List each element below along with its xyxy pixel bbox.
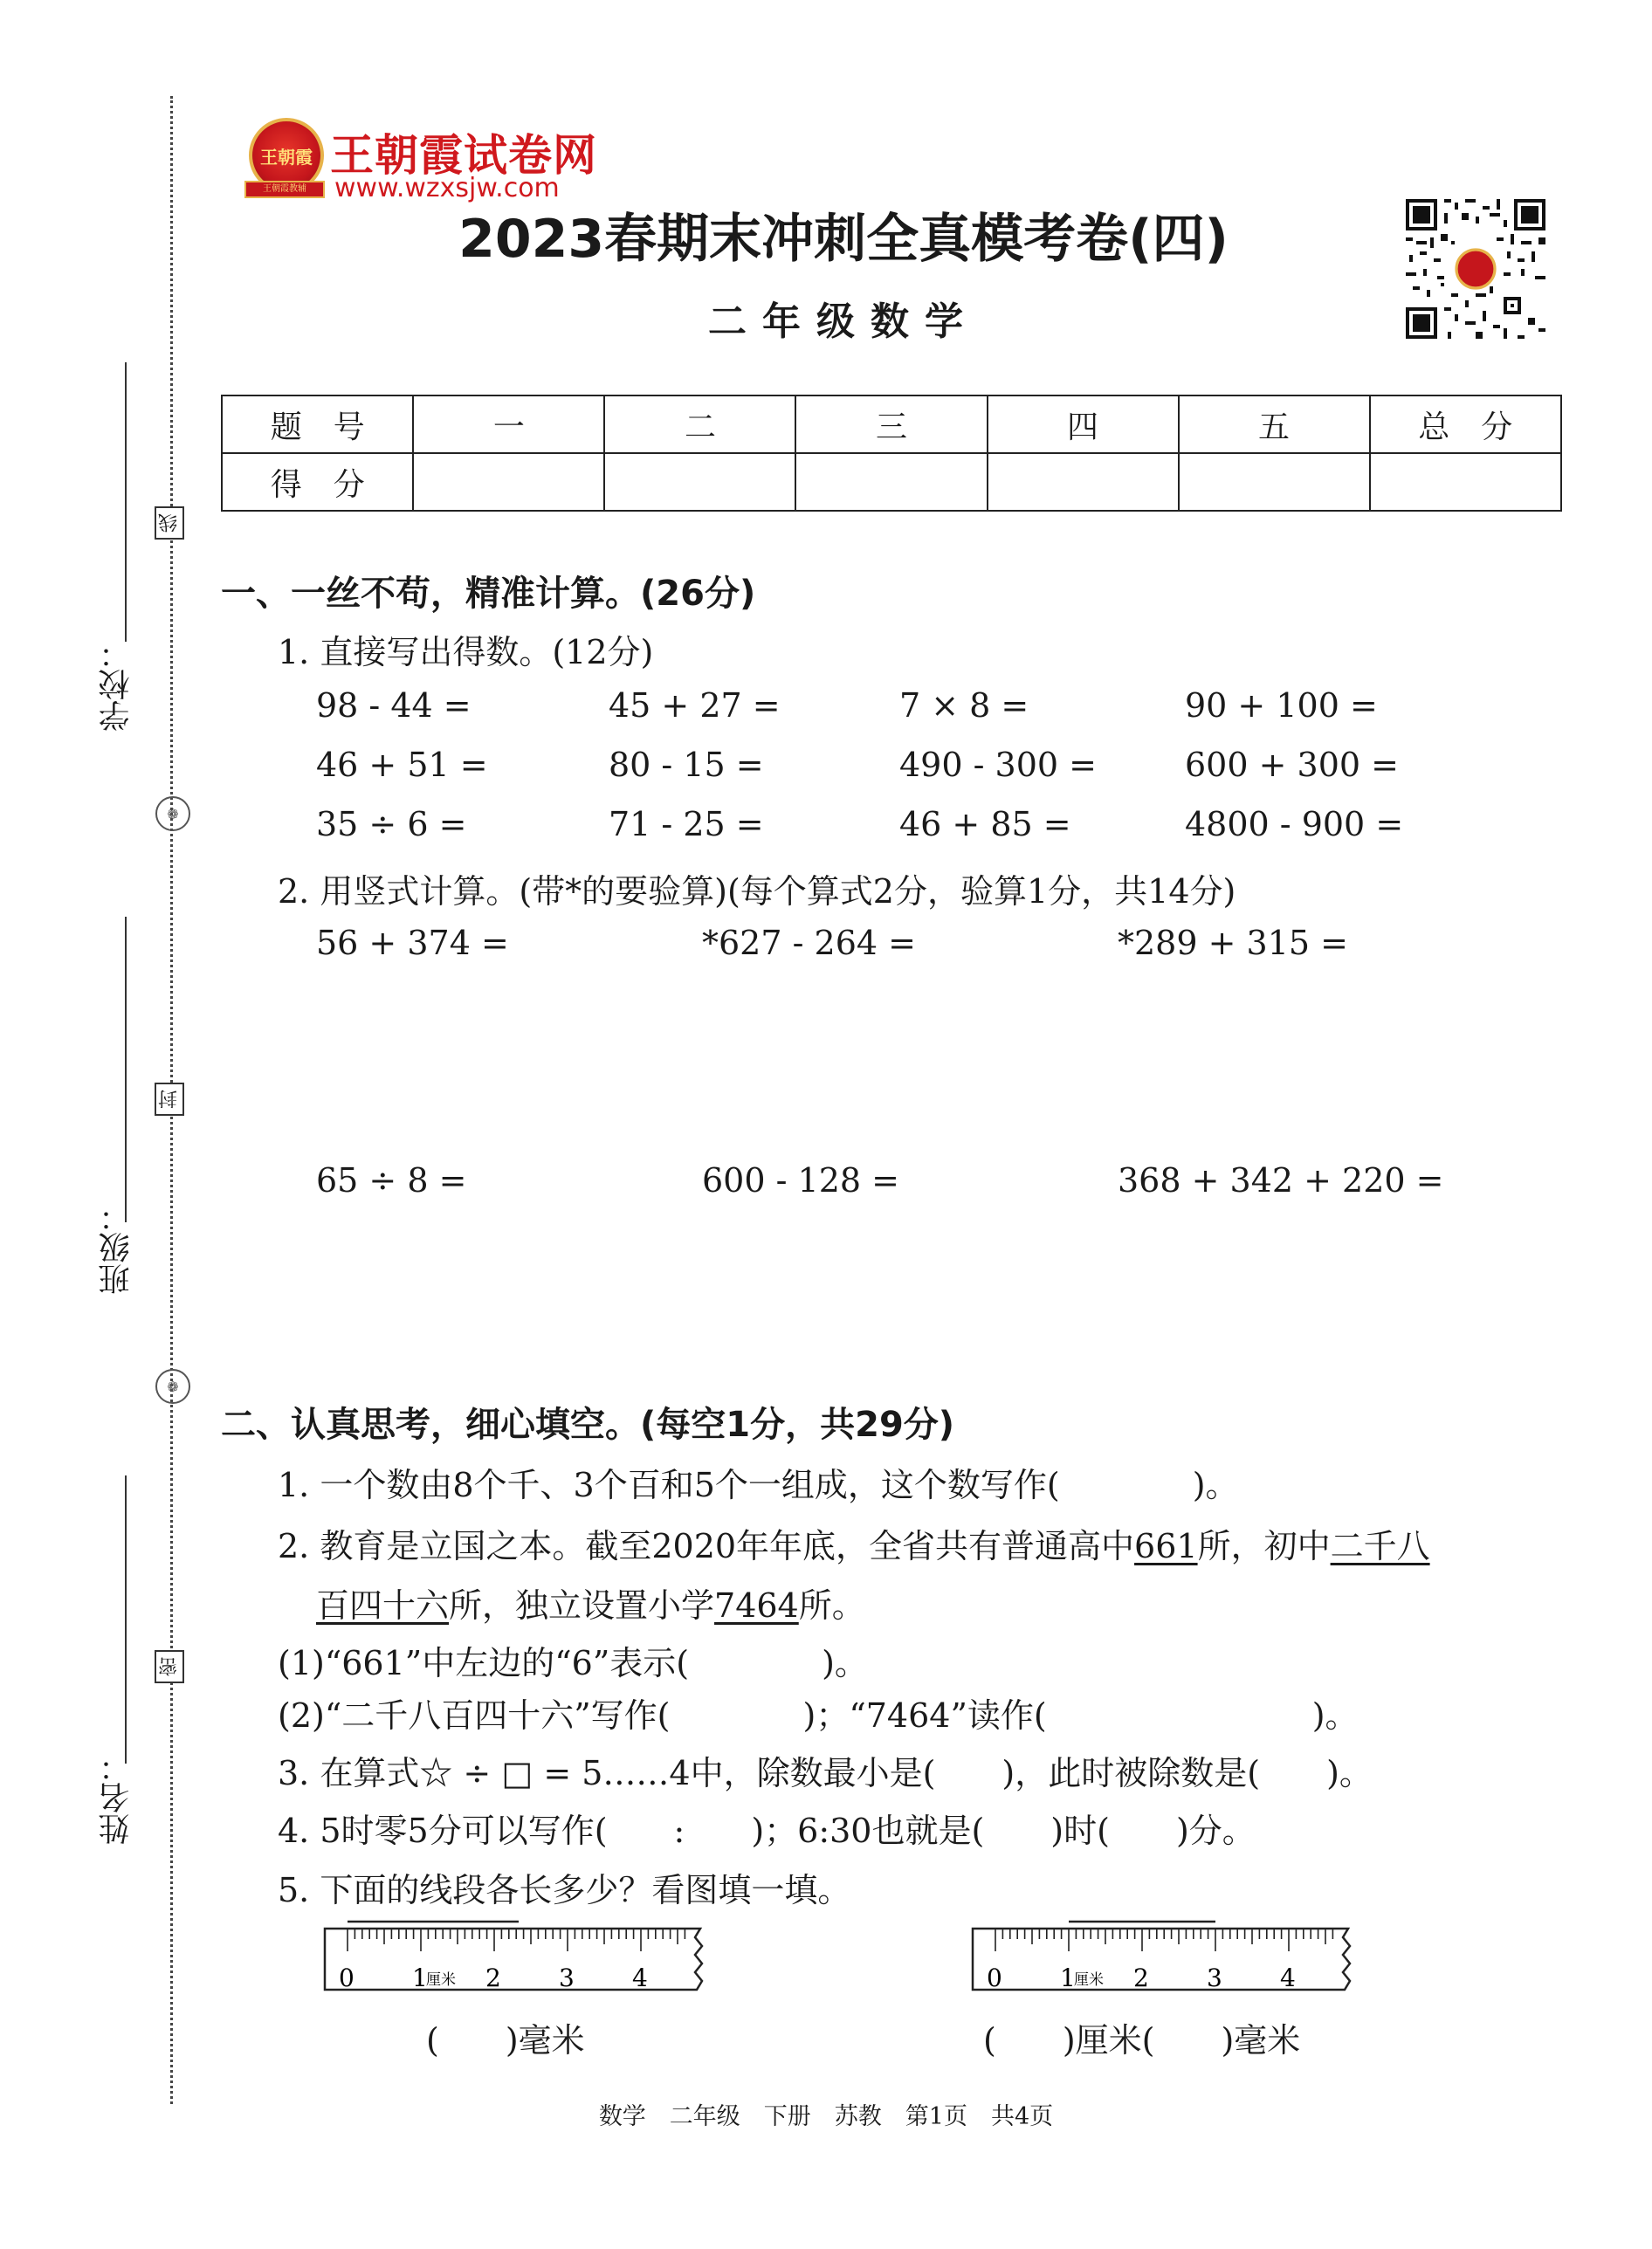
name-write-line — [125, 1475, 127, 1764]
section2-q5: 5. 下面的线段各长多少？看图填一填。 — [278, 1871, 851, 1909]
brand-name: 王朝霞试卷网 — [330, 130, 597, 181]
q2-text: 所，独立设置小学 — [449, 1586, 715, 1625]
ruler-unit: 厘米 — [426, 1971, 456, 1989]
oral-calc-item: 35 ÷ 6 = — [316, 805, 467, 843]
section2-q2-sub1: (1)“661”中左边的“6”表示( )。 — [278, 1644, 868, 1682]
ruler-unit: 厘米 — [1074, 1971, 1104, 1989]
score-table-cell: 总 分 — [1370, 395, 1561, 453]
ruler-number: 0 — [987, 1964, 1002, 1992]
score-entry-cell[interactable] — [795, 453, 987, 511]
score-entry-cell[interactable] — [1179, 453, 1370, 511]
ruler-number: 4 — [1280, 1964, 1296, 1992]
section2-title: 二、认真思考，细心填空。(每空1分，共29分) — [221, 1405, 955, 1445]
seal-line-box: 线 — [155, 506, 184, 540]
margin-logo-icon: ❁ — [155, 796, 190, 831]
section1-q1-title: 1. 直接写出得数。(12分) — [278, 633, 654, 671]
section2-q4: 4. 5时零5分可以写作( : )；6:30也就是( )时( )分。 — [278, 1812, 1256, 1850]
vertical-calc-item: 600 - 128 = — [702, 1161, 899, 1200]
ruler-number: 2 — [485, 1964, 501, 1992]
section2-q2-line2 — [316, 1578, 865, 1627]
oral-calc-item: 4800 - 900 = — [1185, 805, 1404, 843]
ruler2-answer: ( )厘米( )毫米 — [983, 2021, 1301, 2060]
oral-calc-item: 80 - 15 = — [609, 746, 764, 784]
section2-q1: 1. 一个数由8个千、3个百和5个一组成，这个数写作( )。 — [278, 1466, 1239, 1504]
ruler-number: 4 — [632, 1964, 648, 1992]
qr-code-icon — [1406, 199, 1545, 339]
section2-q3: 3. 在算式☆ ÷ □ = 5……4中，除数最小是( )，此时被除数是( )。 — [278, 1754, 1373, 1792]
score-table-cell: 二 — [604, 395, 795, 453]
page-footer: 数学 二年级 下册 苏教 第1页 共4页 — [598, 2103, 1054, 2130]
q2-underlined-number: 二千八 — [1330, 1527, 1430, 1565]
ruler-number: 0 — [339, 1964, 354, 1992]
section2-q2-sub2: (2)“二千八百四十六”写作( )；“7464”读作( )。 — [278, 1696, 1359, 1735]
ruler-number: 3 — [1207, 1964, 1222, 1992]
oral-calc-item: 600 + 300 = — [1185, 746, 1399, 784]
ruler-number: 3 — [559, 1964, 575, 1992]
vertical-calc-item: *627 - 264 = — [702, 924, 916, 962]
brand-url: www.wzxsjw.com — [334, 173, 560, 203]
vertical-calc-item: 65 ÷ 8 = — [316, 1161, 467, 1200]
oral-calc-item: 46 + 85 = — [899, 805, 1071, 843]
score-table-cell: 五 — [1179, 395, 1370, 453]
exam-subtitle: 二年级数学 — [708, 299, 979, 344]
q2-text: 所，初中 — [1197, 1527, 1331, 1565]
school-label: 学校： — [99, 637, 134, 732]
section2-q2-line1 — [278, 1519, 1430, 1567]
score-table-score-row — [222, 453, 1561, 511]
oral-calc-item: 71 - 25 = — [609, 805, 764, 843]
score-table-cell: 得 分 — [222, 453, 413, 511]
brand-ribbon: 王朝霞教辅 — [244, 181, 325, 198]
oral-calc-item: 90 + 100 = — [1185, 686, 1378, 725]
score-table — [221, 395, 1562, 512]
ruler-number: 2 — [1133, 1964, 1149, 1992]
seal-seal-box: 封 — [155, 1083, 184, 1116]
oral-calc-item: 98 - 44 = — [316, 686, 472, 725]
q2-underlined-number: 百四十六 — [316, 1586, 450, 1625]
section1-q2-title: 2. 用竖式计算。(带*的要验算)(每个算式2分，验算1分，共14分) — [278, 872, 1236, 911]
seal-dense-box: 密 — [155, 1650, 184, 1683]
brand-emblem-icon: 王朝霞 — [249, 118, 324, 193]
oral-calc-item: 490 - 300 = — [899, 746, 1097, 784]
score-entry-cell[interactable] — [604, 453, 795, 511]
oral-calc-item: 45 + 27 = — [609, 686, 781, 725]
ruler1-answer: ( )毫米 — [426, 2021, 585, 2060]
score-entry-cell[interactable] — [1370, 453, 1561, 511]
exam-title: 2023春期末冲刺全真模考卷(四) — [458, 209, 1229, 270]
score-entry-cell[interactable] — [988, 453, 1179, 511]
class-write-line — [125, 917, 127, 1222]
q2-underlined-number: 661 — [1134, 1527, 1198, 1565]
q2-text: 所。 — [798, 1586, 865, 1625]
score-table-cell: 一 — [413, 395, 604, 453]
score-table-cell: 三 — [795, 395, 987, 453]
vertical-calc-item: 56 + 374 = — [316, 924, 509, 962]
name-label: 姓名： — [99, 1750, 134, 1845]
vertical-calc-item: *289 + 315 = — [1118, 924, 1348, 962]
score-entry-cell[interactable] — [413, 453, 604, 511]
school-write-line — [125, 362, 127, 642]
score-table-cell: 题 号 — [222, 395, 413, 453]
score-table-cell: 四 — [988, 395, 1179, 453]
ruler-1 — [323, 1916, 716, 2004]
ruler-number: 1 — [1060, 1964, 1076, 1992]
margin-logo-icon: ❁ — [155, 1369, 190, 1404]
q2-underlined-number: 7464 — [714, 1586, 799, 1625]
oral-calc-item: 46 + 51 = — [316, 746, 488, 784]
q2-text: 2. 教育是立国之本。截至2020年年底，全省共有普通高中 — [278, 1527, 1135, 1565]
oral-calc-item: 7 × 8 = — [899, 686, 1029, 725]
ruler-number: 1 — [412, 1964, 428, 1992]
section1-title: 一、一丝不苟，精准计算。(26分) — [221, 574, 756, 614]
ruler-2 — [971, 1916, 1364, 2004]
class-label: 班级： — [99, 1200, 134, 1295]
score-table-header-row — [222, 395, 1561, 453]
vertical-calc-item: 368 + 342 + 220 = — [1118, 1161, 1444, 1200]
